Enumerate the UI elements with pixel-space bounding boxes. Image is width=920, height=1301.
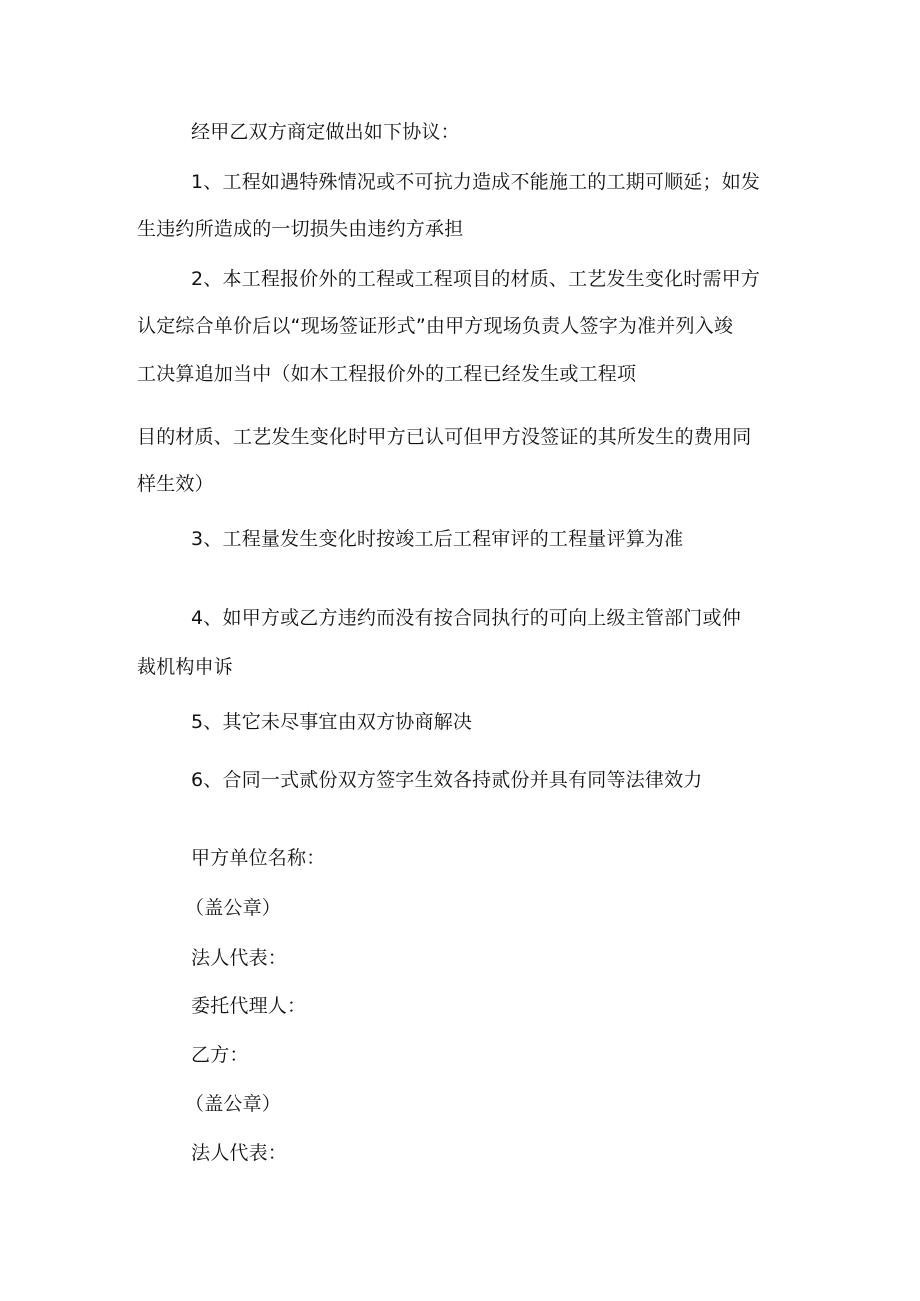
party-a-legal-rep-label: 法人代表： <box>191 947 288 969</box>
clause-3-line-1: 3、工程量发生变化时按竣工后工程审评的工程量评算为准 <box>191 528 684 550</box>
clause-1-line-2: 生违约所造成的一切损失由违约方承担 <box>137 218 464 240</box>
clause-4-line-2: 裁机构申诉 <box>137 656 234 678</box>
clause-2-line-4: 目的材质、工艺发生变化时甲方已认可但甲方没签证的其所发生的费用同 <box>137 426 752 448</box>
party-b-label: 乙方： <box>191 1044 249 1066</box>
clause-1-line-1: 1、工程如遇特殊情况或不可抗力造成不能施工的工期可顺延；如发 <box>191 171 761 193</box>
clause-2-line-1: 2、本工程报价外的工程或工程项目的材质、工艺发生变化时需甲方 <box>191 268 761 290</box>
agreement-intro: 经甲乙双方商定做出如下协议： <box>191 121 460 143</box>
party-b-legal-rep-label: 法人代表： <box>191 1142 288 1164</box>
clause-2-line-2: 认定综合单价后以“现场签证形式”由甲方现场负责人签字为准并列入竣 <box>137 315 734 337</box>
party-b-seal-label: （盖公章） <box>185 1093 282 1115</box>
party-a-agent-label: 委托代理人： <box>191 995 307 1017</box>
party-a-seal-label: （盖公章） <box>185 897 282 919</box>
clause-2-line-5: 样生效） <box>137 473 214 495</box>
clause-5-line-1: 5、其它未尽事宜由双方协商解决 <box>191 711 473 733</box>
clause-4-line-1: 4、如甲方或乙方违约而没有按合同执行的可向上级主管部门或仲 <box>191 607 741 629</box>
party-a-name-label: 甲方单位名称： <box>191 847 326 869</box>
clause-6-line-1: 6、合同一式贰份双方签字生效各持贰份并具有同等法律效力 <box>191 769 703 791</box>
clause-2-line-3: 工决算追加当中（如木工程报价外的工程已经发生或工程项 <box>137 363 637 385</box>
